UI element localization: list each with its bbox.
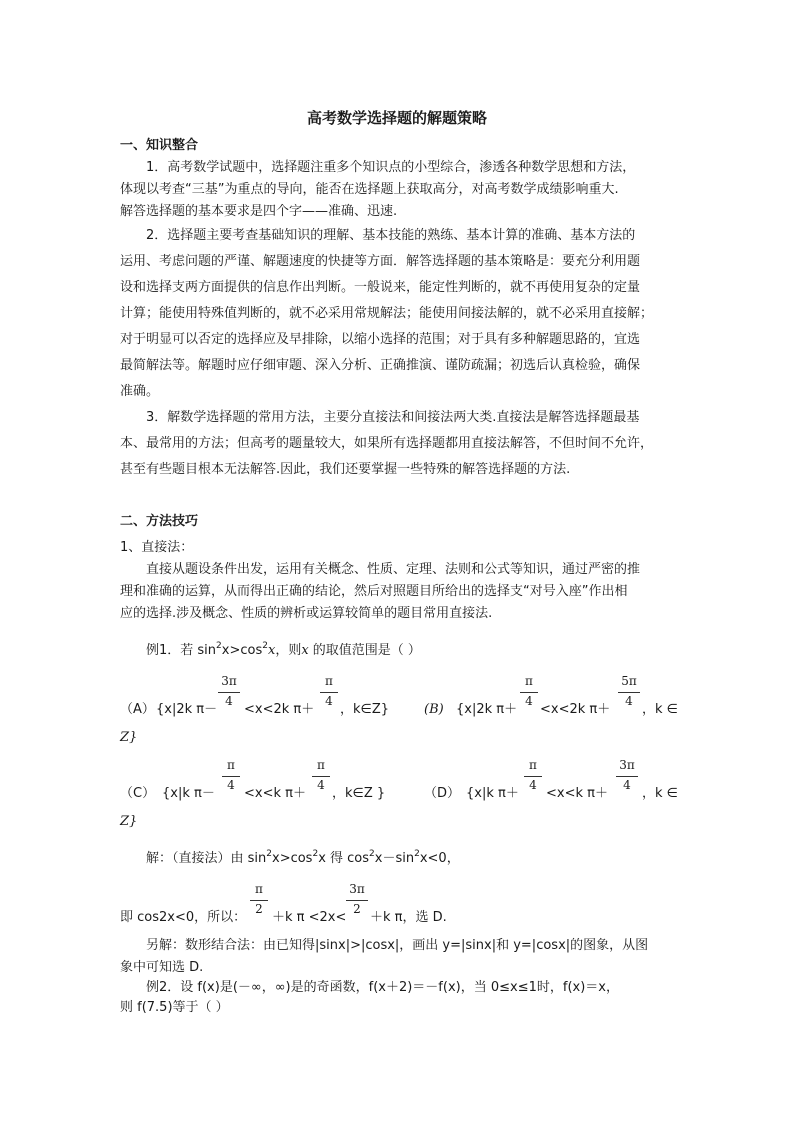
paragraph-line: 3．解数学选择题的常用方法，主要分直接法和间接法两大类.直接法是解答选择题最基 (146, 410, 640, 425)
paragraph-line: 甚至有些题目根本无法解答.因此，我们还要掌握一些特殊的解答选择题的方法. (120, 462, 571, 477)
frac-num: 3π (349, 882, 365, 896)
option-b-label: (B) (424, 702, 444, 717)
frac-den: 4 (225, 694, 233, 708)
option-b-part2: <x<2k π＋ (540, 702, 611, 717)
paragraph-line: 准确。 (120, 384, 160, 399)
fraction-bar (312, 776, 330, 777)
option-d-part2: <x<k π＋ (546, 786, 608, 801)
fraction-bar (616, 776, 638, 777)
frac-den: 4 (529, 778, 537, 792)
paragraph-line: 对于明显可以否定的选择应及早排除，以缩小选择的范围；对于具有多种解题思路的，宜选 (120, 332, 641, 347)
option-a-label: （A） (120, 702, 155, 717)
document-title: 高考数学选择题的解题策略 (306, 109, 487, 127)
fraction-bar (524, 776, 542, 777)
paragraph-line: 设和选择支两方面提供的信息作出判断。一般说来，能定性判断的，就不再使用复杂的定量 (120, 280, 641, 295)
paragraph-line: 运用、考虑问题的严谨、解题速度的快捷等方面．解答选择题的基本策略是：要充分利用题 (120, 254, 641, 269)
option-c-part1: {x|k π－ (162, 786, 215, 801)
example-2-stem: 例2．设 f(x)是(－∞，∞)是的奇函数，f(x＋2)＝－f(x)，当 0≤x≤1时，f(x)＝x， (146, 980, 619, 995)
frac-num: π (325, 674, 333, 688)
solution-line-1: 解：（直接法）由 $\sin^2x>\cos^2x$ 得 $\cos^2x-\sin^2x<0$， (146, 849, 460, 866)
frac-den: 4 (317, 778, 325, 792)
alternative-solution-line: 另解：数形结合法：由已知得|sinx|>|cosx|，画出 y=|sinx|和 y=|cosx|的图象，从图 (146, 938, 649, 953)
paragraph-line: 解答选择题的基本要求是四个字——准确、迅速. (120, 204, 398, 219)
alternative-solution-line: 象中可知选 D. (120, 960, 204, 975)
frac-den: 4 (623, 778, 631, 792)
paragraph-line: 最简解法等。解题时应仔细审题、深入分析、正确推演、谨防疏漏；初选后认真检验，确保 (120, 358, 641, 373)
paragraph-line: 本、最常用的方法；但高考的题量较大，如果所有选择题都用直接法解答，不但时间不允许， (120, 436, 654, 451)
option-a-part3: ，k∈Z} (340, 702, 390, 717)
option-d-part3: ，k ∈ (642, 786, 678, 801)
paragraph-line: 直接从题设条件出发，运用有关概念、性质、定理、法则和公式等知识，通过严密的推 (146, 562, 641, 577)
fraction-bar (250, 900, 268, 901)
fraction-bar (222, 776, 240, 777)
frac-num: π (529, 758, 537, 772)
frac-den: 4 (325, 694, 333, 708)
paragraph-line: 1．高考数学试题中，选择题注重多个知识点的小型综合，渗透各种数学思想和方法， (146, 160, 636, 175)
paragraph-line: 理和准确的运算，从而得出正确的结论，然后对照题目所给出的选择支“对号入座”作出相 (120, 584, 628, 599)
example-1-stem: 例1．若 $\sin^2x>\cos^2x$，则x 的取值范围是（ ） (146, 641, 421, 658)
paragraph-line: 计算；能使用特殊值判断的，就不必采用常规解法；能使用间接法解的，就不必采用直接解； (120, 306, 654, 321)
option-c-label: （C） (120, 786, 156, 801)
frac-den: 2 (255, 902, 263, 916)
frac-num: 3π (221, 674, 237, 688)
frac-den: 4 (525, 694, 533, 708)
paragraph-line: 体现以考查“三基”为重点的导向，能否在选择题上获取高分，对高考数学成绩影响重大. (120, 182, 619, 197)
option-d-tail: Z} (120, 814, 138, 829)
option-a-part1: {x|2k π－ (156, 702, 218, 717)
frac-num: 5π (621, 674, 637, 688)
option-c-part3: ，k∈Z } (332, 786, 386, 801)
option-a-part2: <x<2k π＋ (244, 702, 315, 717)
frac-den: 2 (353, 902, 361, 916)
example-2-stem: 则 f(7.5)等于（ ） (120, 1000, 229, 1015)
paragraph-line: 2．选择题主要考查基础知识的理解、基本技能的熟练、基本计算的准确、基本方法的 (146, 228, 636, 243)
subheading-direct-method: 1、直接法： (120, 540, 194, 555)
frac-den: 4 (227, 778, 235, 792)
solution-line-2-part3: ＋k π，选 D. (370, 910, 447, 925)
option-c-part2: <x<k π＋ (244, 786, 306, 801)
solution-line-2-part1: 即 cos2x<0，所以： (120, 910, 247, 925)
frac-num: 3π (619, 758, 635, 772)
option-d-label: （D） (424, 786, 461, 801)
fraction-bar (618, 692, 640, 693)
section-heading-methods: 二、方法技巧 (120, 514, 199, 529)
frac-num: π (525, 674, 533, 688)
frac-den: 4 (625, 694, 633, 708)
fraction-bar (320, 692, 338, 693)
fraction-bar (218, 692, 240, 693)
frac-num: π (255, 882, 263, 896)
solution-line-2-part2: ＋k π <2x< (272, 910, 347, 925)
frac-num: π (227, 758, 235, 772)
option-d-part1: {x|k π＋ (466, 786, 519, 801)
frac-num: π (317, 758, 325, 772)
option-b-part1: {x|2k π＋ (456, 702, 518, 717)
fraction-bar (346, 900, 368, 901)
paragraph-line: 应的选择.涉及概念、性质的辨析或运算较简单的题目常用直接法. (120, 606, 493, 621)
section-heading-knowledge: 一、知识整合 (120, 138, 199, 153)
option-b-part3: ，k ∈ (642, 702, 678, 717)
fraction-bar (520, 692, 538, 693)
option-b-tail: Z} (120, 730, 138, 745)
